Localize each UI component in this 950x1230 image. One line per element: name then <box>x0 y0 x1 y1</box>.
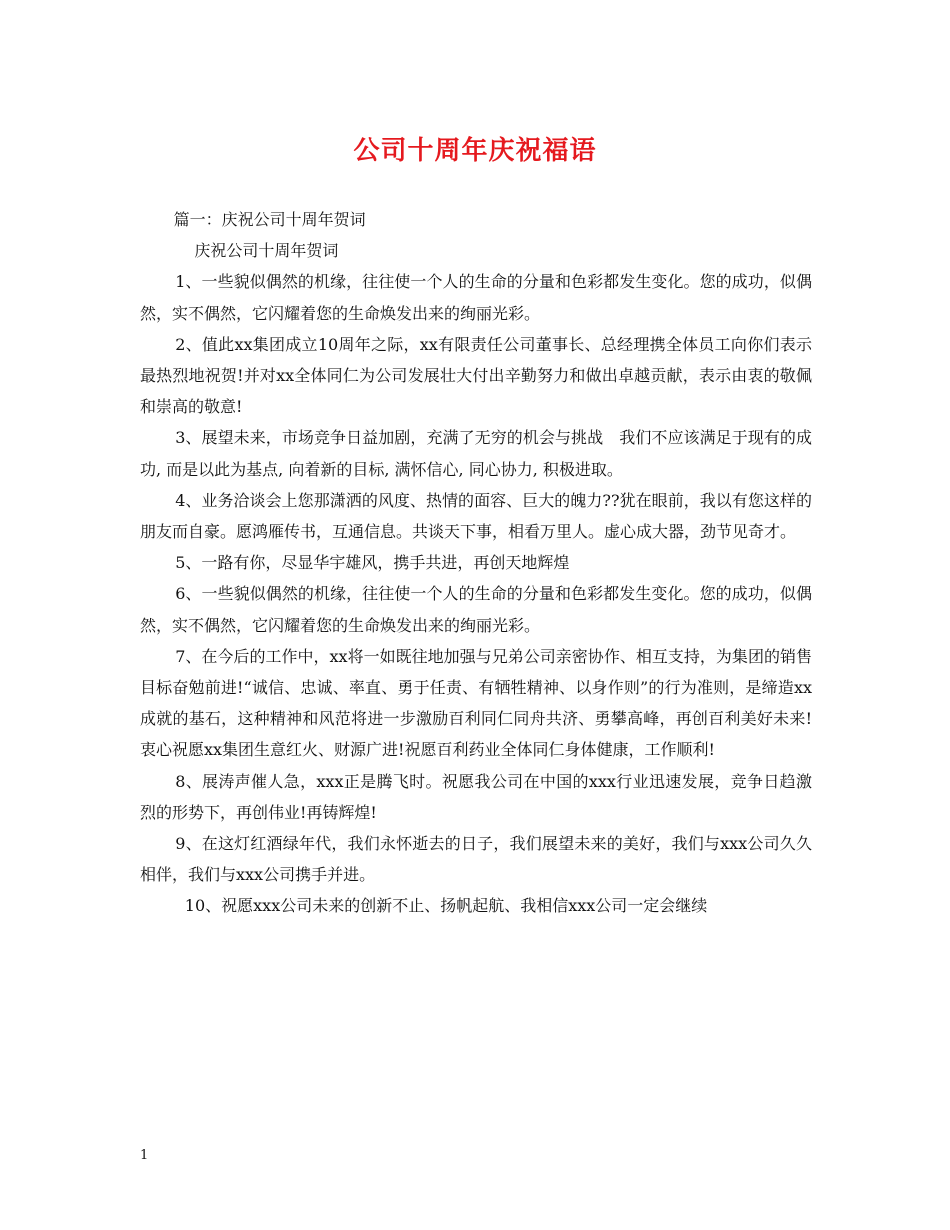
paragraph-9: 9、在这灯红酒绿年代，我们永怀逝去的日子，我们展望未来的美好，我们与xxx公司久久相伴，我们与xxx公司携手并进。 <box>140 834 812 885</box>
paragraph-2: 2、值此xx集团成立10周年之际，xx有限责任公司董事长、总经理携全体员工向你们表示最热烈地祝贺!并对xx全体同仁为公司发展壮大付出辛勤努力和做出卓越贡献，表示由衷的敬佩和崇高的敬意! <box>140 334 812 417</box>
document-title: 公司十周年庆祝福语 <box>353 136 597 166</box>
paragraph-7: 7、在今后的工作中，xx将一如既往地加强与兄弟公司亲密协作、相互支持，为集团的销售目标奋勉前进!“诚信、忠诚、率直、勇于任责、有牺牲精神、以身作则”的行为准则，是缔造xx成就的基石，这种精神和风范将进一步激励百利同仁同舟共济、勇攀高峰，再创百利美好未来!衷心祝愿xx集团生意红火、财源广进!祝愿百利药业全体同仁身体健康，工作顺利! <box>140 646 812 760</box>
document-body <box>140 204 812 922</box>
subsection-heading: 庆祝公司十周年贺词 <box>194 241 339 261</box>
paragraph-4: 4、业务洽谈会上您那潇洒的风度、热情的面容、巨大的魄力??犹在眼前，我以有您这样的朋友而自豪。愿鸿雁传书，互通信息。共谈天下事，相看万里人。虚心成大器，劲节见奇才。 <box>140 490 812 542</box>
paragraph-10: 10、祝愿xxx公司未来的创新不止、扬帆起航、我相信xxx公司一定会继续 <box>184 896 708 916</box>
paragraph-1: 1、一些貌似偶然的机缘，往往使一个人的生命的分量和色彩都发生变化。您的成功，似偶然，实不偶然，它闪耀着您的生命焕发出来的绚丽光彩。 <box>140 272 812 323</box>
paragraph-6: 6、一些貌似偶然的机缘，往往使一个人的生命的分量和色彩都发生变化。您的成功，似偶然，实不偶然，它闪耀着您的生命焕发出来的绚丽光彩。 <box>140 584 812 635</box>
paragraph-3: 3、展望未来，市场竞争日益加剧，充满了无穷的机会与挑战 我们不应该满足于现有的成功, 而是以此为基点, 向着新的目标, 满怀信心, 同心协力, 积极进取。 <box>140 428 812 479</box>
page-number: 1 <box>140 1148 149 1163</box>
section-heading: 篇一：庆祝公司十周年贺词 <box>173 210 366 229</box>
paragraph-8: 8、展涛声催人急，xxx正是腾飞时。祝愿我公司在中国的xxx行业迅速发展，竞争日趋激烈的形势下，再创伟业!再铸辉煌! <box>140 771 812 822</box>
paragraph-5: 5、一路有你，尽显华宇雄风，携手共进，再创天地辉煌 <box>175 553 570 573</box>
